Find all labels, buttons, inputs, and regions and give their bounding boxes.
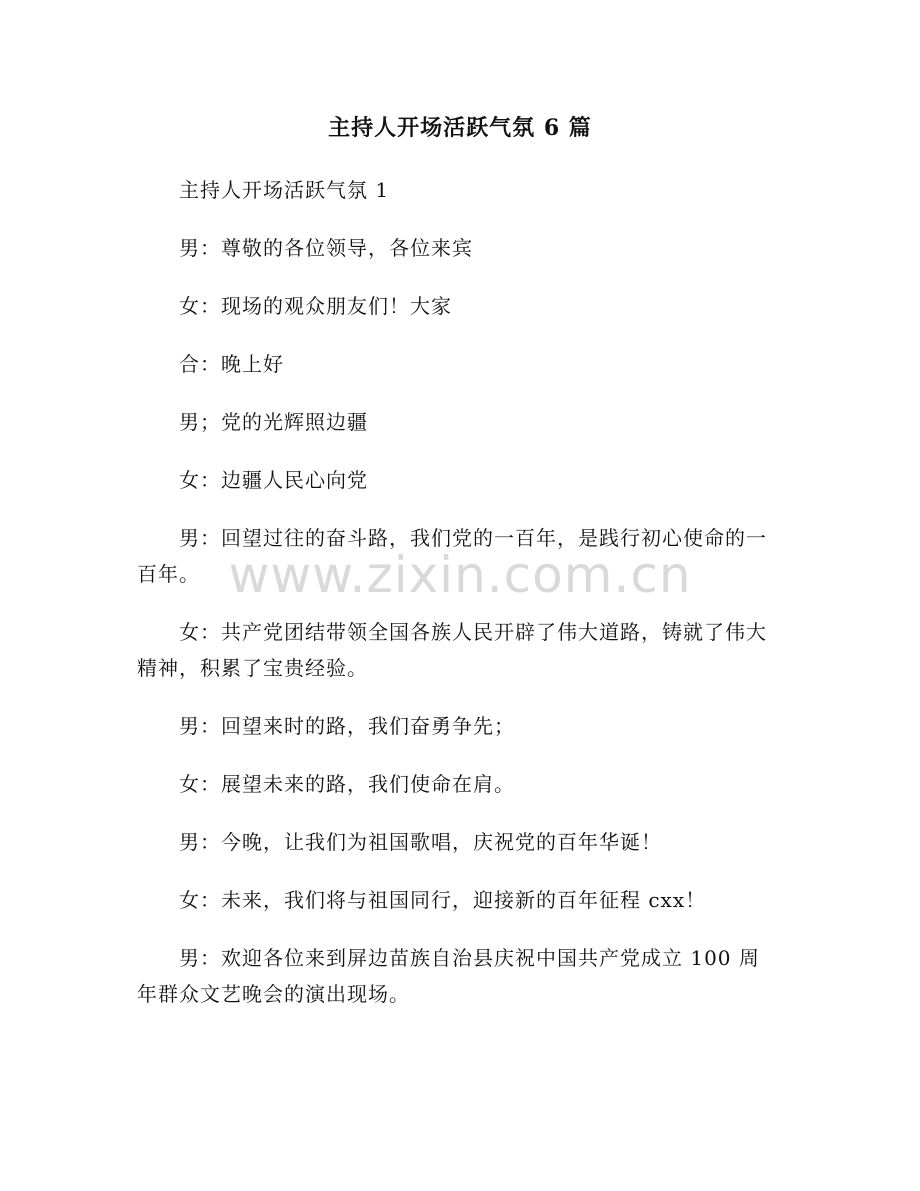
paragraph: 女：未来，我们将与祖国同行，迎接新的百年征程 cxx！ <box>179 888 707 912</box>
paragraph: 男：尊敬的各位领导，各位来宾 <box>179 236 473 260</box>
paragraph: 男：回望来时的路，我们奋勇争先； <box>179 714 515 738</box>
paragraph: 合：晚上好 <box>179 352 284 376</box>
paragraph: 主持人开场活跃气氛 1 <box>179 178 390 202</box>
watermark: www.zixin.com.cn <box>228 546 692 604</box>
document-body <box>137 172 767 1034</box>
paragraph: 女：边疆人民心向党 <box>179 468 368 492</box>
paragraph: 男；党的光辉照边疆 <box>179 410 368 434</box>
paragraph: 男：今晚，让我们为祖国歌唱，庆祝党的百年华诞！ <box>179 830 662 854</box>
paragraph: 女：现场的观众朋友们！大家 <box>179 294 452 318</box>
paragraph: 男：欢迎各位来到屏边苗族自治县庆祝中国共产党成立 100 周年群众文艺晚会的演出现场。 <box>137 946 760 1006</box>
paragraph: 女：展望未来的路，我们使命在肩。 <box>179 772 515 796</box>
paragraph: 男：回望过往的奋斗路，我们党的一百年，是践行初心使命的一百年。 <box>137 526 767 586</box>
document-title: 主持人开场活跃气氛 6 篇 <box>328 115 592 141</box>
paragraph: 女：共产党团结带领全国各族人民开辟了伟大道路，铸就了伟大精神，积累了宝贵经验。 <box>137 620 767 680</box>
